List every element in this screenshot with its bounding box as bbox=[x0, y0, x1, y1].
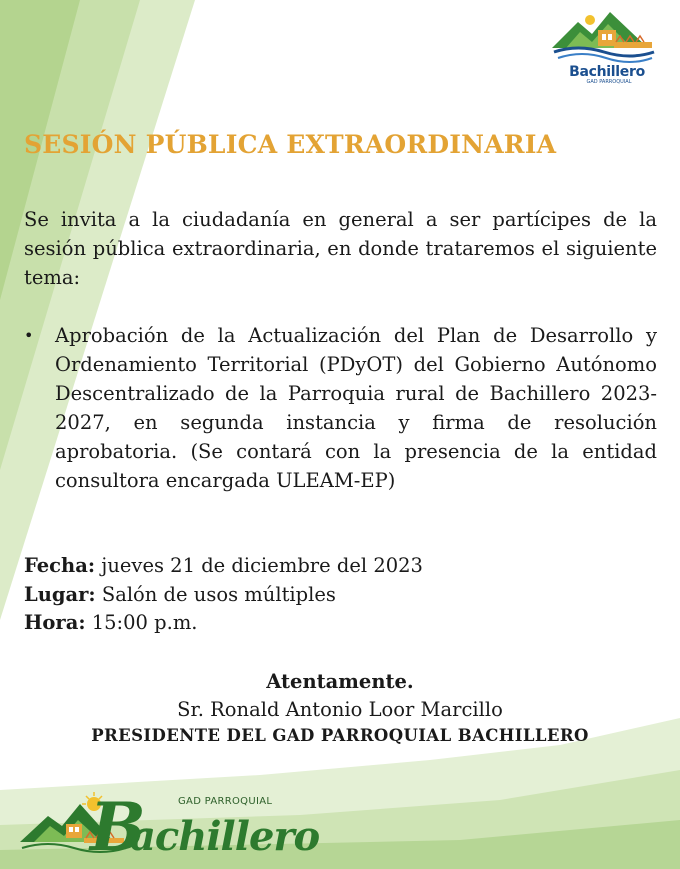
signer-name: Sr. Ronald Antonio Loor Marcillo bbox=[177, 698, 503, 721]
date-label: Fecha: bbox=[24, 554, 96, 577]
date-value: jueves 21 de diciembre del 2023 bbox=[95, 554, 423, 577]
signer-role: PRESIDENTE DEL GAD PARROQUIAL BACHILLERO bbox=[91, 726, 589, 745]
bullet-marker: • bbox=[24, 326, 34, 345]
place-label: Lugar: bbox=[24, 582, 96, 606]
closing-regards: Atentamente. bbox=[266, 670, 414, 693]
logo-bottom-initial: B bbox=[90, 788, 146, 866]
intro-paragraph: Se invita a la ciudadanía en general a ser partícipes de la sesión pública extraordinaria, en donde trataremos el siguiente tema: bbox=[24, 208, 657, 289]
time-value: 15:00 p.m. bbox=[85, 611, 198, 634]
logo-bottom bbox=[18, 788, 320, 866]
event-details bbox=[24, 552, 624, 638]
mountain-logo-icon bbox=[548, 8, 660, 68]
logo-bottom-gad: GAD PARROQUIAL bbox=[178, 796, 273, 807]
logo-bottom-name: achillero bbox=[130, 813, 320, 860]
time-label: Hora: bbox=[24, 611, 86, 634]
logo-top-name: Bachillero bbox=[569, 64, 645, 80]
logo-top bbox=[548, 8, 660, 88]
agenda-bullet-item bbox=[24, 321, 657, 495]
place-value: Salón de usos múltiples bbox=[95, 582, 336, 606]
closing-block bbox=[24, 668, 656, 748]
agenda-item-text: Aprobación de la Actualización del Plan de Desarrollo y Ordenamiento Territorial (PDyOT) del Gobierno Autónomo Descentralizado de la Parroquia rural de Bachillero 2023-2027, en segunda instancia y firma de resolución aprobatoria. (Se contará con la presencia de la entidad consultora encargada ULEAM-EP) bbox=[55, 324, 657, 492]
place-row bbox=[24, 581, 624, 610]
date-row bbox=[24, 552, 624, 581]
page-title: SESIÓN PÚBLICA EXTRAORDINARIA bbox=[24, 130, 557, 159]
logo-top-subtitle: GAD PARROQUIAL bbox=[586, 79, 632, 85]
time-row bbox=[24, 609, 624, 638]
